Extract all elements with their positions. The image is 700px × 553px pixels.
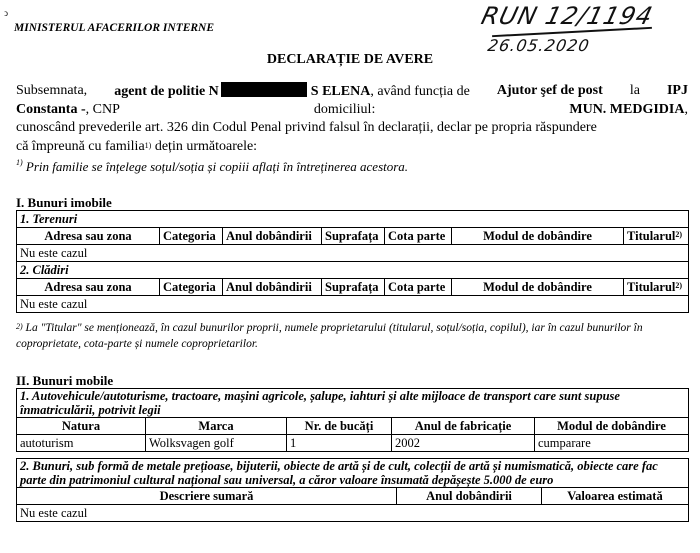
col-header: Cota parte <box>385 228 452 245</box>
vehicle-natura: autoturism <box>17 435 146 452</box>
intro-function: Ajutor şef de post <box>496 83 603 98</box>
col-header: Cota parte <box>385 279 452 296</box>
col-header: Anul dobândirii <box>223 228 322 245</box>
vehicle-count: 1 <box>287 435 392 452</box>
vehicles-table <box>16 388 689 452</box>
intro-line-2 <box>16 101 688 119</box>
table-row <box>17 505 689 522</box>
valuables-header-row <box>17 488 689 505</box>
handwritten-registration-number: RUN 12/1194 <box>478 2 657 30</box>
table-row <box>17 296 689 313</box>
col-header: Modul de dobândire <box>452 279 624 296</box>
col-header: Descriere sumară <box>17 488 397 505</box>
empty-cell: Nu este cazul <box>17 296 689 313</box>
intro-word: domiciliul: <box>313 102 376 118</box>
empty-cell: Nu este cazul <box>17 245 689 262</box>
buildings-header-row <box>17 279 689 296</box>
col-header: Modul de dobândire <box>452 228 624 245</box>
buildings-subtitle: 2. Clădiri <box>17 262 689 279</box>
land-subtitle: 1. Terenuri <box>17 211 689 228</box>
intro-ipj: IPJ <box>666 83 688 98</box>
col-header: Anul dobândirii <box>223 279 322 296</box>
col-header: Anul de fabricație <box>392 418 535 435</box>
col-header: Adresa sau zona <box>17 279 160 296</box>
col-header: Adresa sau zona <box>17 228 160 245</box>
section-immobile-heading: I. Bunuri imobile <box>16 195 112 210</box>
table-row <box>17 435 689 452</box>
col-header: Anul dobândirii <box>397 488 542 505</box>
col-header: Valoarea estimată <box>542 488 689 505</box>
valuables-subtitle: 2. Bunuri, sub formă de metale prețioase, bijuterii, obiecte de artă și de cult, colecții de artă și numismatică, obiecte care fac parte din patrimoniul cultural național sau universal, a căror valoare însumată depășește 5.000 de euro <box>17 459 689 488</box>
col-header: Titularul$^{2)}$ <box>624 228 689 245</box>
intro-job: agent de politie N S ELENA, având funcția de <box>114 84 470 99</box>
intro-line-4: că împreună cu familia$^{1)}$ dețin următoarele: <box>16 138 258 154</box>
vehicle-marca: Wolksvagen golf <box>146 435 287 452</box>
vehicles-subtitle: 1. Autovehicule/autoturisme, tractoare, mașini agricole, șalupe, iahturi și alte mijloace de transport care sunt supuse înmatriculării, potrivit legii <box>17 389 689 418</box>
handwritten-registration-date: 26.05.2020 <box>486 36 592 55</box>
declaration-intro <box>16 82 688 156</box>
vehicle-year: 2002 <box>392 435 535 452</box>
col-header: Suprafața <box>322 228 385 245</box>
col-header: Natura <box>17 418 146 435</box>
col-header: Suprafața <box>322 279 385 296</box>
ministry-name: MINISTERUL AFACERILOR INTERNE <box>14 22 215 34</box>
table-row <box>17 245 689 262</box>
col-header: Marca <box>146 418 287 435</box>
corner-mark: ↄ <box>4 8 8 18</box>
redaction-block <box>221 82 307 97</box>
document-title: DECLARAȚIE DE AVERE <box>266 52 434 67</box>
empty-cell: Nu este cazul <box>17 505 689 522</box>
intro-line-3: cunoscând prevederile art. 326 din Codul Penal privind falsul în declarații, declar pe propria răspundere <box>16 120 597 136</box>
vehicles-header-row <box>17 418 689 435</box>
intro-place: Constanta -, CNP <box>16 102 120 118</box>
family-footnote: $^{1)}$ Prin familie se înțelege soțul/soția și copiii aflați în întreținerea acestora. <box>16 158 409 174</box>
intro-city: MUN. MEDGIDIA, <box>569 102 688 118</box>
col-header: Modul de dobândire <box>535 418 689 435</box>
valuables-table <box>16 458 689 522</box>
intro-line-1 <box>16 82 688 101</box>
intro-word: Subsemnata, <box>16 83 88 98</box>
vehicle-acquisition: cumparare <box>535 435 689 452</box>
col-header: Titularul$^{2)}$ <box>624 279 689 296</box>
titular-note: $^{2)}$ La "Titular" se menționează, în cazul bunurilor proprii, numele proprietarului (titularul, soțul/soția, copilul), iar în cazul bunurilor în coproprietate, cota-parte și numele coproprietarilor. <box>16 322 643 350</box>
land-header-row <box>17 228 689 245</box>
col-header: Nr. de bucăți <box>287 418 392 435</box>
col-header: Categoria <box>160 279 223 296</box>
land-table <box>16 210 689 313</box>
intro-word: la <box>629 83 640 98</box>
col-header: Categoria <box>160 228 223 245</box>
section-mobile-heading: II. Bunuri mobile <box>16 373 114 388</box>
